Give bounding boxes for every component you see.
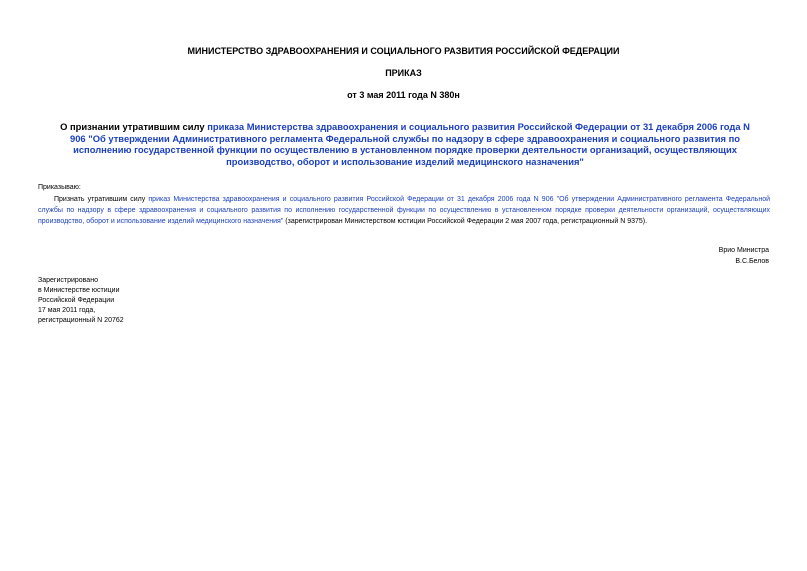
paragraph-link[interactable]: приказ Министерства здравоохранения и социального развития Российской Федерации от 31 декабря 2006 года N 906 "Об утверждении Административного регламента Федеральной службы по надзору в сфере здравоохранения и социального развития по исполнению государственной функции по осуществлению в установленном порядке проверки деятельности организаций, осуществляющих производство, оборот и использование изделий медицинского назначения" bbox=[38, 196, 770, 225]
signatory-title: Врио Министра bbox=[718, 247, 769, 254]
registration-line: регистрационный N 20762 bbox=[38, 317, 124, 324]
subject-link[interactable]: приказа Министерства здравоохранения и социального развития Российской Федерации от 31 декабря 2006 года N 906 "Об утверждении Административного регламента Федеральной службы по надзору в сфере здравоохранения и социального развития по исполнению государственной функции по осуществлению в установленном порядке проверки деятельности организаций, осуществляющих производство, оборот и использование изделий медицинского назначения" bbox=[70, 121, 750, 167]
paragraph-suffix: (зарегистрирован Министерством юстиции Российской Федерации 2 мая 2007 года, регистрационный N 9375). bbox=[283, 218, 648, 225]
registration-line: в Министерстве юстиции bbox=[38, 287, 120, 294]
paragraph-prefix: Признать утратившим силу bbox=[54, 196, 149, 203]
decree-label: Приказываю: bbox=[38, 184, 81, 191]
decree-paragraph bbox=[38, 194, 770, 227]
order-subject bbox=[55, 121, 755, 167]
ministry-name: МИНИСТЕРСТВО ЗДРАВООХРАНЕНИЯ И СОЦИАЛЬНОГО РАЗВИТИЯ РОССИЙСКОЙ ФЕДЕРАЦИИ bbox=[187, 46, 620, 56]
signatory-name: В.С.Белов bbox=[735, 258, 769, 265]
registration-line: Российской Федерации bbox=[38, 297, 115, 304]
subject-prefix: О признании утратившим силу bbox=[60, 121, 208, 132]
registration-block bbox=[38, 276, 238, 326]
order-date: от 3 мая 2011 года N 380н bbox=[347, 90, 460, 100]
registration-line: 17 мая 2011 года, bbox=[38, 307, 96, 314]
document-type: ПРИКАЗ bbox=[385, 68, 422, 78]
registration-line: Зарегистрировано bbox=[38, 277, 98, 284]
